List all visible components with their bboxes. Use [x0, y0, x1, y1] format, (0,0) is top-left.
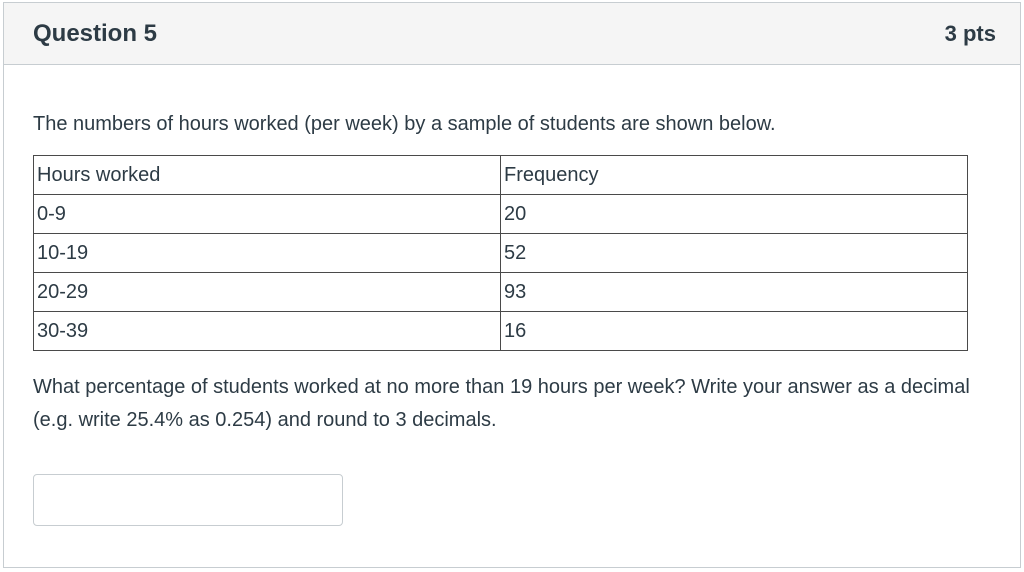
- table-row: [34, 234, 968, 273]
- question-title: Question 5: [33, 19, 158, 47]
- question-intro: The numbers of hours worked (per week) by a sample of students are shown below.: [33, 113, 776, 135]
- table-row: [34, 195, 968, 234]
- table-cell-hours: 30-39: [34, 312, 501, 351]
- table-row: [34, 273, 968, 312]
- frequency-table: [33, 155, 968, 351]
- question-prompt: What percentage of students worked at no more than 19 hours per week? Write your answer as a decimal (e.g. write 25.4% as 0.254) and round to 3 decimals.: [33, 376, 970, 431]
- table-header-row: [34, 156, 968, 195]
- table-cell-frequency: 20: [501, 195, 968, 234]
- table-cell-frequency: 52: [501, 234, 968, 273]
- question-header: [4, 3, 1020, 65]
- table-cell-frequency: 93: [501, 273, 968, 312]
- question-body: [4, 111, 1020, 526]
- answer-input[interactable]: [33, 474, 343, 526]
- table-cell-hours: 0-9: [34, 195, 501, 234]
- table-cell-hours: 20-29: [34, 273, 501, 312]
- table-header-frequency: Frequency: [501, 156, 968, 195]
- question-points: 3 pts: [944, 20, 996, 46]
- table-header-hours: Hours worked: [34, 156, 501, 195]
- question-card: [3, 2, 1021, 568]
- table-cell-frequency: 16: [501, 312, 968, 351]
- table-cell-hours: 10-19: [34, 234, 501, 273]
- table-row: [34, 312, 968, 351]
